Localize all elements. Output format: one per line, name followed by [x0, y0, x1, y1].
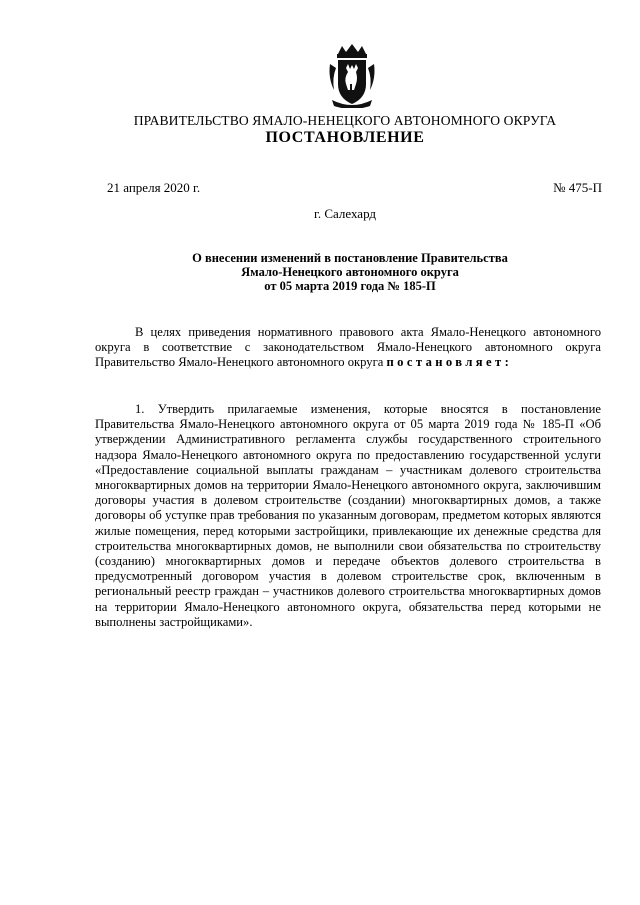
preamble-paragraph [95, 325, 601, 371]
government-name: ПРАВИТЕЛЬСТВО ЯМАЛО-НЕНЕЦКОГО АВТОНОМНОГО ОКРУГА [133, 113, 557, 128]
subject-line-1: О внесении изменений в постановление Правительства [192, 251, 508, 265]
subject-line-3: от 05 марта 2019 года № 185-П [264, 279, 436, 294]
document-city: г. Салехард [313, 206, 377, 221]
item-1-paragraph [95, 402, 601, 630]
item-1-text: 1. Утвердить прилагаемые изменения, которые вносятся в постановление Правительства Ямало-Ненецкого автономного округа от 05 марта 2019 года № 185-П «Об утверждении Административного регламента службы государственного строительного надзора Ямало-Ненецкого автономного округа по предоставлению государственной услуги «Предоставление социальной выплаты гражданам – участникам долевого строительства многоквартирных домов на территории Ямало-Ненецкого автономного округа, заключившим договоры участия в долевом строительстве (создании) многоквартирных домов, а также договоры об уступке прав требования по указанным договорам, предметом которых являются жилые помещения, перед которыми застройщики, привлекающие их денежные средства для строительства многоквартирных домов, не выполнили свои обязательства по строительству (созданию) многоквартирных домов и передаче объектов долевого строительства в предусмотренный договором участия в долевом строительстве срок, включенным в региональный реестр граждан – участников долевого строительства многоквартирных домов на территории Ямало-Ненецкого автономного округа, обязательства перед которыми не выполнены застройщиками». [95, 402, 601, 629]
yanao-coat-of-arms-icon [326, 44, 378, 108]
subject-line-2: Ямало-Ненецкого автономного округа [241, 265, 459, 280]
document-subject [0, 251, 640, 294]
document-type-title: ПОСТАНОВЛЕНИЕ [265, 129, 425, 146]
decree-word: постановляет: [386, 355, 513, 370]
document-date: 21 апреля 2020 г. [107, 180, 201, 195]
document-number: № 475-П [553, 180, 602, 195]
preamble-text: В целях приведения нормативного правового акта Ямало-Ненецкого автономного округа в соответствие с законодательством Ямало-Ненецкого автономного округа Правительство Ямало-Ненецкого автономного округа [95, 325, 601, 370]
